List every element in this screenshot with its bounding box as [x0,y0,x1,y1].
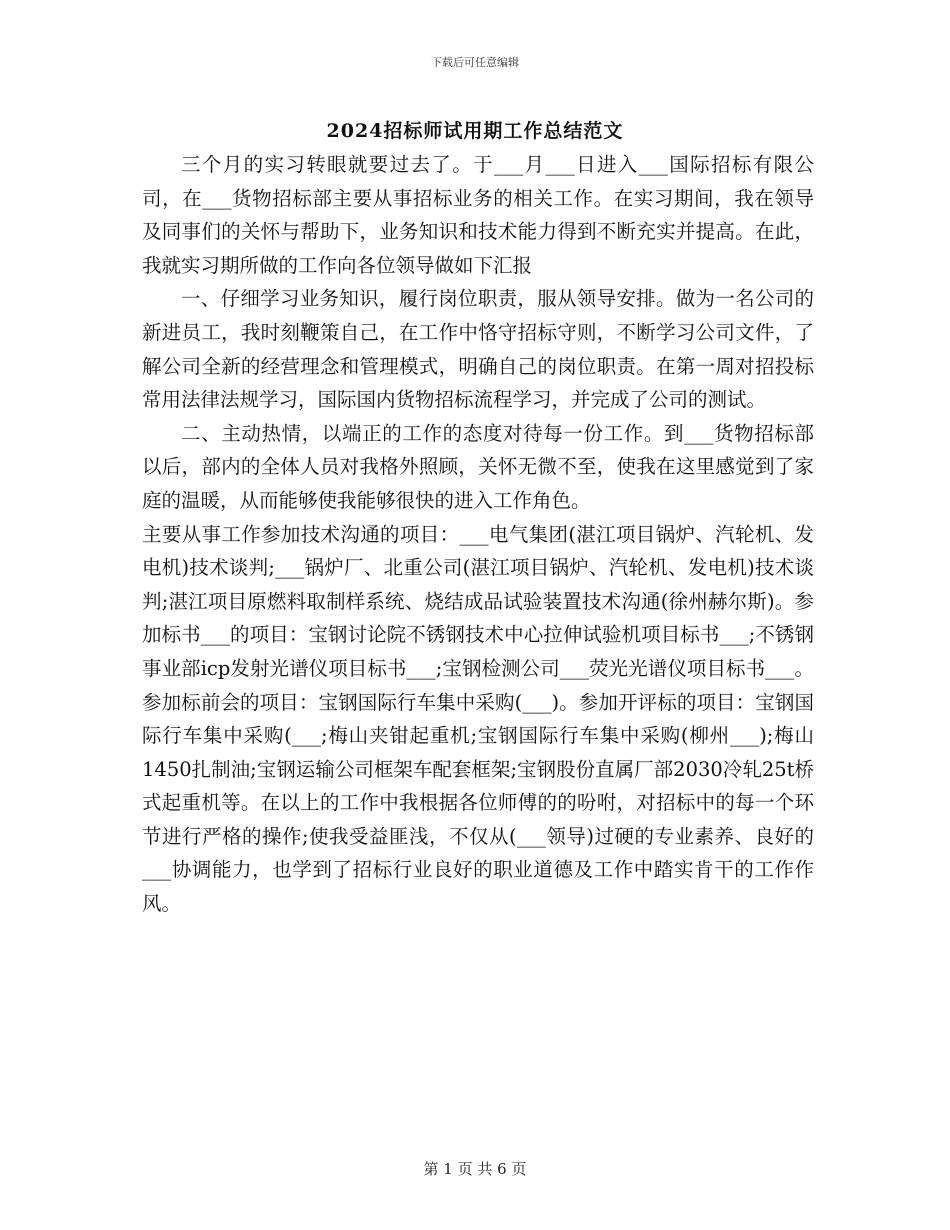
header-note: 下载后可任意编辑 [431,56,519,69]
paragraph-projects: 主要从事工作参加技术沟通的项目：___电气集团(湛江项目锅炉、汽轮机、发电机)技术谈判;___锅炉厂、北重公司(湛江项目锅炉、汽轮机、发电机)技术谈判;湛江项目原燃料取制样系统、烧结成品试验装置技术沟通(徐州赫尔斯)。参加标书___的项目：宝钢讨论院不锈钢技术中心拉伸试验机项目标书___;不锈钢事业部icp发射光谱仪项目标书___;宝钢检测公司___荧光光谱仪项目标书___。参加标前会的项目：宝钢国际行车集中采购(___)。参加开评标的项目：宝钢国际行车集中采购(___;梅山夹钳起重机;宝钢国际行车集中采购(柳州___);梅山1450扎制油;宝钢运输公司框架车配套框架;宝钢股份直属厂部2030冷轧25t桥式起重机等。在以上的工作中我根据各位师傅的的吩咐，对招标中的每一个环节进行严格的操作;使我受益匪浅，不仅从(___领导)过硬的专业素养、良好的___协调能力，也学到了招标行业良好的职业道德及工作中踏实肯干的工作作风。 [142,522,814,916]
document-title: 2024招标师试用期工作总结范文 [326,120,624,142]
paragraph-intro: 三个月的实习转眼就要过去了。于___月___日进入___国际招标有限公司，在___货物招标部主要从事招标业务的相关工作。在实习期间，我在领导及同事们的关怀与帮助下，业务知识和技术能力得到不断充实并提高。在此，我就实习期所做的工作向各位领导做如下汇报 [142,153,814,277]
document-body [142,148,814,921]
paragraph-section-2: 二、主动热情，以端正的工作的态度对待每一份工作。到___货物招标部以后，部内的全体人员对我格外照顾，关怀无微不至，使我在这里感觉到了家庭的温暖，从而能够使我能够很快的进入工作角色。 [142,421,814,512]
page-footer: 第 1 页 共 6 页 [423,1160,527,1178]
paragraph-section-1: 一、仔细学习业务知识，履行岗位职责，服从领导安排。做为一名公司的新进员工，我时刻鞭策自己，在工作中恪守招标守则，不断学习公司文件，了解公司全新的经营理念和管理模式，明确自己的岗位职责。在第一周对招投标常用法律法规学习，国际国内货物招标流程学习，并完成了公司的测试。 [142,287,814,412]
